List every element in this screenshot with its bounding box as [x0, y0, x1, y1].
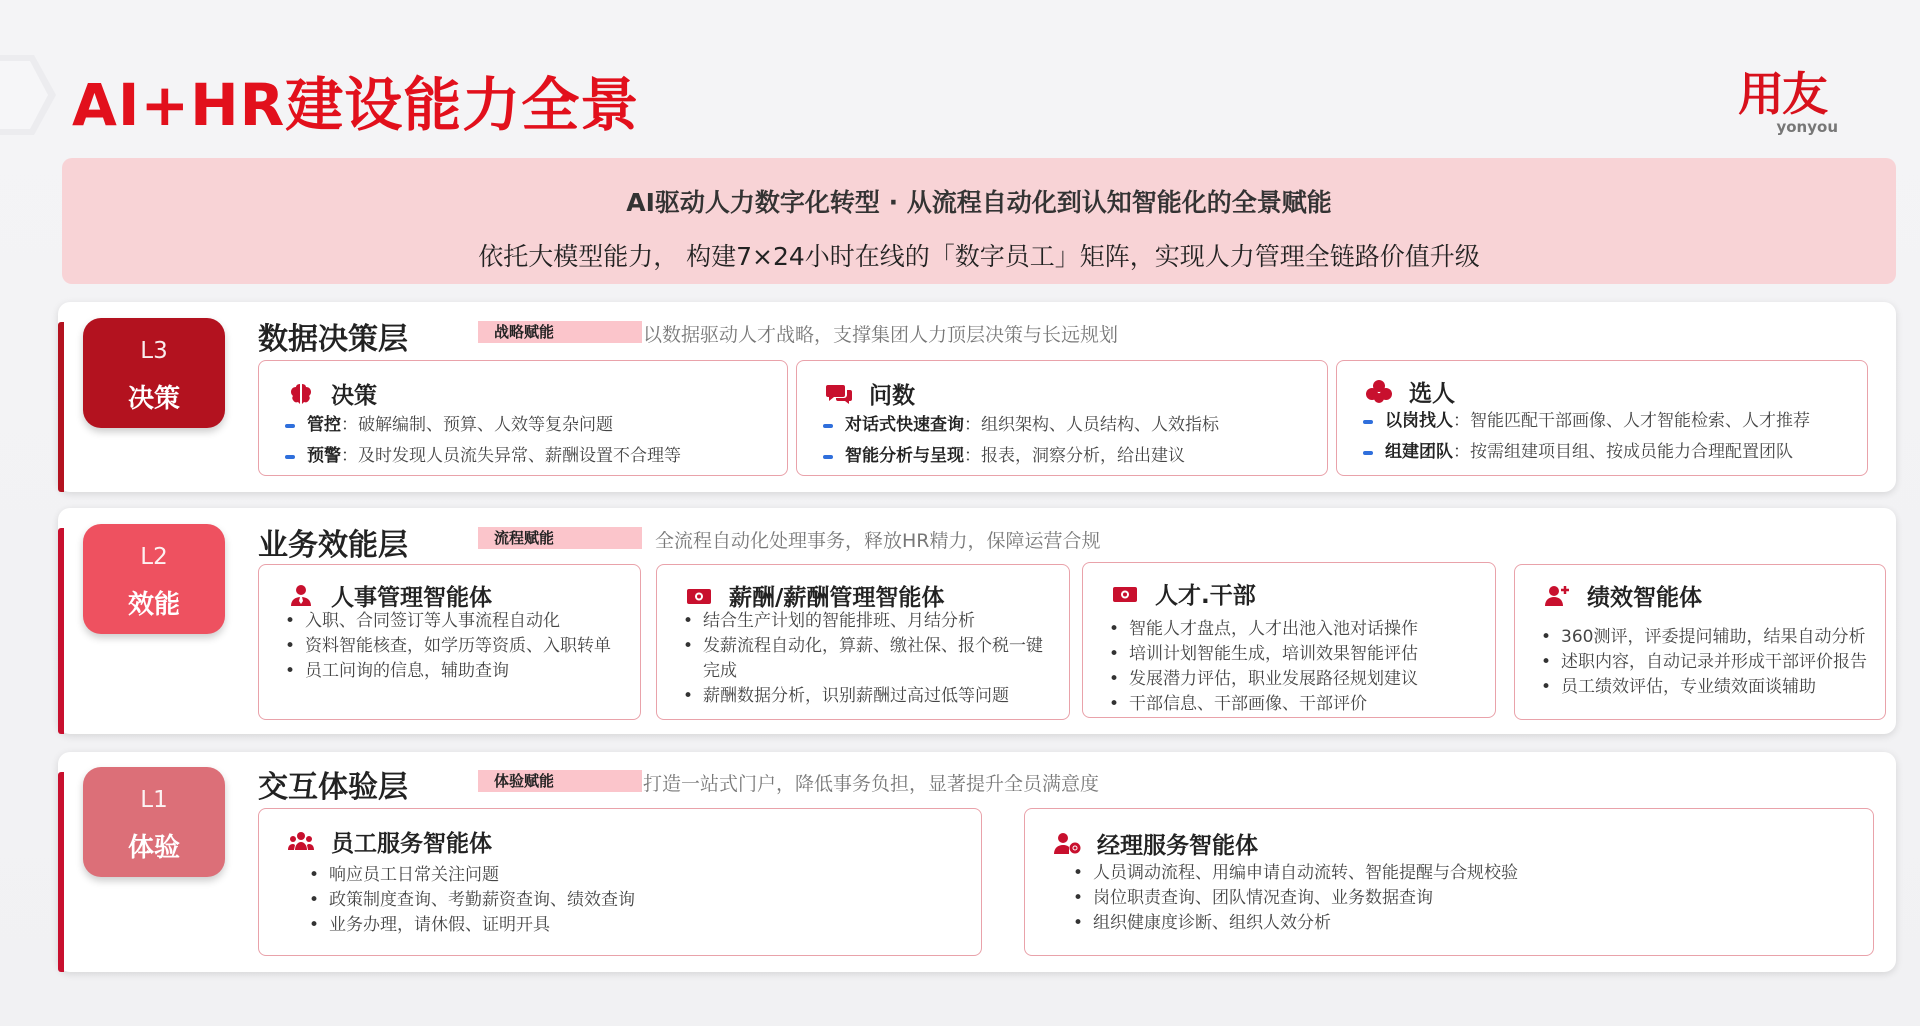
card-talent-cadre — [1082, 562, 1496, 718]
list-item: • 资料智能核查，如学历等资质、入职转单 — [283, 634, 623, 659]
list-item: • 干部信息、干部画像、干部评价 — [1107, 692, 1481, 717]
layer-tag: 体验赋能 — [478, 770, 642, 792]
list-item: • 发薪流程自动化，算薪、缴社保、报个税一键完成 — [681, 634, 1055, 684]
list-item: • 发展潜力评估，职业发展路径规划建议 — [1107, 667, 1481, 692]
banner-headline: AI驱动人力数字化转型 · 从流程自动化到认知智能化的全景赋能 — [626, 188, 1332, 217]
person-icon — [287, 582, 315, 610]
page-title: AI+HR建设能力全景 — [72, 71, 640, 139]
layer-title: 交互体验层 — [258, 770, 408, 805]
card-title: 选人 — [1409, 381, 1455, 407]
card-decision — [258, 360, 788, 476]
list-item: • 政策制度查询、考勤薪资查询、绩效查询 — [307, 888, 947, 913]
badge-name: 决策 — [127, 384, 180, 414]
card-data-query — [796, 360, 1328, 476]
layer-title: 数据决策层 — [258, 322, 408, 357]
layer-description: 打造一站式门户，降低事务负担，显著提升全员满意度 — [643, 773, 1100, 795]
user-plus-icon — [1543, 582, 1571, 610]
banner-subline: 依托大模型能力， 构建7×24小时在线的「数字员工」矩阵，实现人力管理全链路价值升级 — [478, 242, 1480, 271]
list-item: • 培训计划智能生成，培训效果智能评估 — [1107, 642, 1481, 667]
list-item: • 智能人才盘点，人才出池入池对话操作 — [1107, 617, 1481, 642]
badge-name: 体验 — [127, 833, 180, 863]
list-item: 智能分析与呈现：报表，洞察分析，给出建议 — [823, 444, 1219, 469]
layer-description: 全流程自动化处理事务，释放HR精力，保障运营合规 — [655, 530, 1101, 552]
badge-name: 效能 — [127, 590, 180, 620]
list-item: • 入职、合同签订等人事流程自动化 — [283, 609, 623, 634]
card-talent-selection — [1336, 360, 1868, 476]
layer-l3 — [58, 302, 1896, 492]
layer-tag: 流程赋能 — [478, 527, 642, 549]
card-title: 问数 — [869, 383, 915, 409]
decorative-chevron — [0, 55, 60, 135]
list-item: • 组织健康度诊断、组织人效分析 — [1071, 911, 1851, 936]
card-performance-agent — [1514, 564, 1886, 720]
layer-l2 — [58, 508, 1896, 734]
layer-side-bar — [58, 772, 64, 972]
layer-title: 业务效能层 — [258, 528, 408, 563]
manager-icon — [1053, 830, 1081, 858]
brain-icon — [287, 380, 315, 408]
list-item: • 结合生产计划的智能排班、月结分析 — [681, 609, 1055, 634]
layer-badge-l2 — [83, 524, 225, 634]
yonyou-logo — [1722, 67, 1842, 136]
badge-level: L2 — [140, 544, 168, 570]
card-title: 决策 — [331, 383, 377, 409]
list-item: • 业务办理，请休假、证明开具 — [307, 913, 947, 938]
layer-tag: 战略赋能 — [478, 321, 642, 343]
list-item: 管控：破解编制、预算、人效等复杂问题 — [285, 413, 681, 438]
list-item: • 员工绩效评估，专业绩效面谈辅助 — [1539, 675, 1885, 700]
layer-side-bar — [58, 528, 64, 734]
money-icon — [685, 582, 713, 610]
logo-sub: yonyou — [1776, 118, 1838, 136]
layer-l1 — [58, 752, 1896, 972]
list-item: 以岗找人：智能匹配干部画像、人才智能检索、人才推荐 — [1363, 409, 1810, 434]
layer-side-bar — [58, 322, 64, 492]
card-title: 员工服务智能体 — [331, 831, 492, 857]
chat-icon — [825, 380, 853, 408]
card-title: 经理服务智能体 — [1097, 833, 1258, 859]
card-title: 绩效智能体 — [1587, 585, 1702, 611]
layer-description: 以数据驱动人才战略，支撑集团人力顶层决策与长远规划 — [643, 324, 1119, 346]
list-item: • 薪酬数据分析，识别薪酬过高过低等问题 — [681, 684, 1055, 709]
list-item: • 岗位职责查询、团队情况查询、业务数据查询 — [1071, 886, 1851, 911]
list-item: 组建团队：按需组建项目组、按成员能力合理配置团队 — [1363, 440, 1810, 465]
money-icon — [1111, 580, 1139, 608]
logo-mark: 用友 — [1738, 67, 1826, 121]
list-item: • 员工问询的信息，辅助查询 — [283, 659, 623, 684]
list-item: 对话式快速查询：组织架构、人员结构、人效指标 — [823, 413, 1219, 438]
org-icon — [1365, 378, 1393, 406]
summary-banner — [62, 158, 1896, 284]
list-item: • 响应员工日常关注问题 — [307, 863, 947, 888]
card-title: 薪酬/薪酬管理智能体 — [729, 585, 945, 611]
layer-badge-l1 — [83, 767, 225, 877]
list-item: • 述职内容，自动记录并形成干部评价报告 — [1539, 650, 1885, 675]
card-hr-agent — [258, 564, 641, 720]
layer-badge-l3 — [83, 318, 225, 428]
card-manager-service-agent — [1024, 808, 1874, 956]
card-employee-service-agent — [258, 808, 982, 956]
card-title: 人才.干部 — [1155, 583, 1256, 609]
list-item: 预警：及时发现人员流失异常、薪酬设置不合理等 — [285, 444, 681, 469]
card-title: 人事管理智能体 — [331, 585, 492, 611]
list-item: • 人员调动流程、用编申请自动流转、智能提醒与合规校验 — [1071, 861, 1851, 886]
badge-level: L1 — [140, 787, 168, 813]
card-payroll-agent — [656, 564, 1070, 720]
users-icon — [287, 828, 315, 856]
badge-level: L3 — [140, 338, 168, 364]
list-item: • 360测评，评委提问辅助，结果自动分析 — [1539, 625, 1885, 650]
